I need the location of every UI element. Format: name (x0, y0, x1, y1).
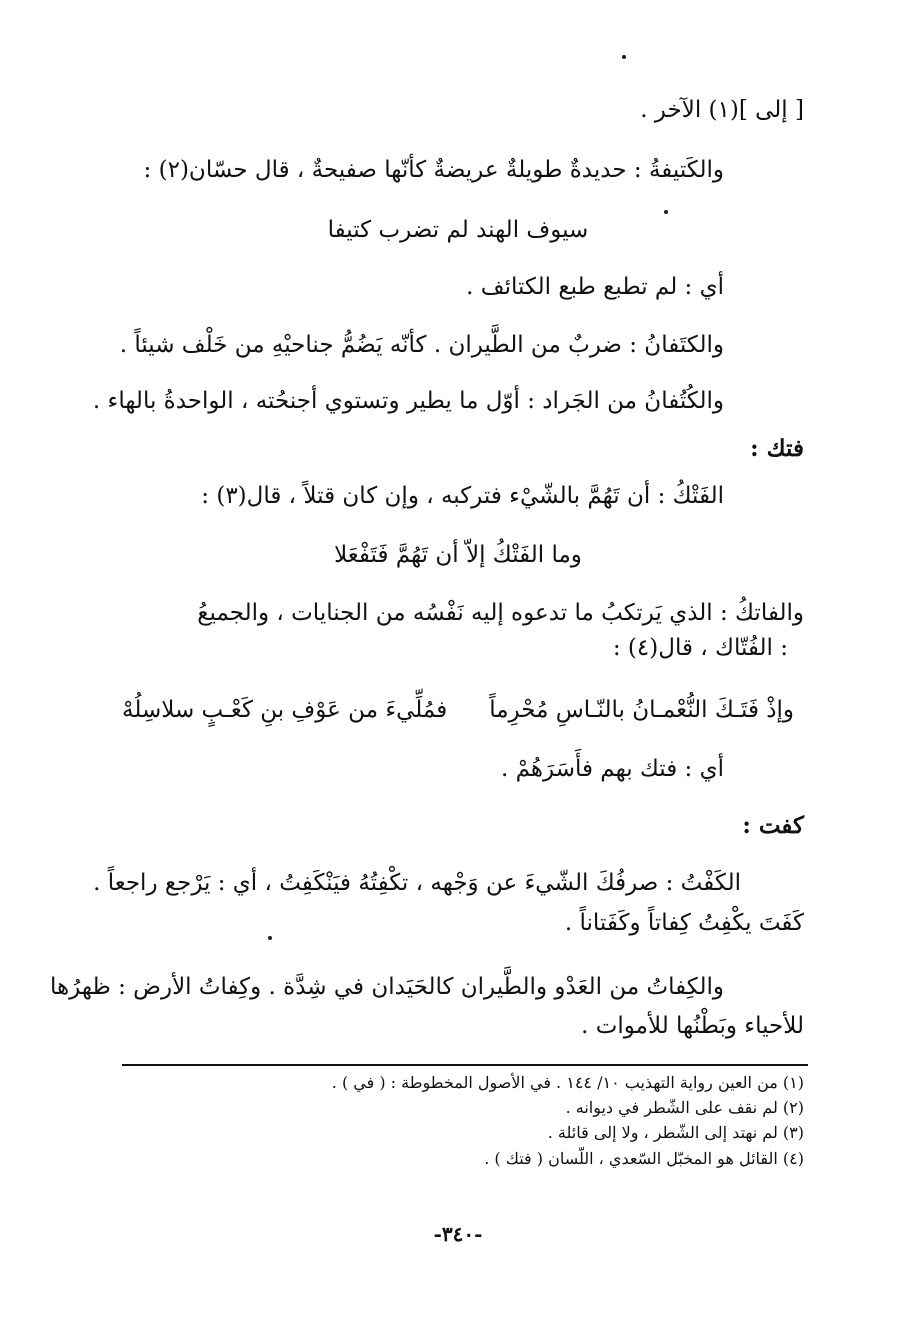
text-line: والفاتكُ : الذي يَرتكبُ ما تدعوه إليه نَفْسُه من الجنايات ، والجميعُ (197, 600, 804, 626)
text-line: للأحياء وبَطْنُها للأموات . (581, 1013, 804, 1039)
text-line: أي : فتك بهم فأَسَرَهُمْ . (500, 756, 724, 782)
verse-line: وما الفَتْكُ إلاّ أن تَهُمَّ فَتَفْعَلا (334, 542, 582, 568)
text-line: والكَتيفةُ : حديدةٌ طويلةٌ عريضةٌ كأنّها صفيحةٌ ، قال حسّان(٢) : (143, 157, 724, 183)
text-line: الفَتْكُ : أن تَهُمَّ بالشّيْء فتركبه ، وإن كان قتلاً ، قال(٣) : (201, 483, 724, 509)
footnote: (٣) لم نهتد إلى الشّطر ، ولا إلى قائلة . (547, 1123, 804, 1142)
verse-hemistich-right: وإذْ فَتَـكَ النُّعْمـانُ بالنّـاسِ مُحْرِماً (489, 697, 794, 723)
footnote: (١) من العين رواية التهذيب ١٠/ ١٤٤ . في الأصول المخطوطة : ( في ) . (331, 1073, 804, 1092)
text-line: والكُتُفانُ من الجَراد : أوّل ما يطير وتستوي أجنحُته ، الواحدةُ بالهاء . (92, 388, 724, 414)
text-line: كَفَتَ يكْفِتُ كِفاتاً وكَفَتاناً . (564, 910, 804, 936)
footnote: (٢) لم نقف على الشّطر في ديوانه . (565, 1098, 804, 1117)
text-line: الكَفْتُ : صرفُكَ الشّيءَ عن وَجْهه ، تكْفِتُهُ فيَنْكَفِتُ ، أي : يَرْجع راجعاً . (93, 870, 741, 896)
section-heading: كفت : (742, 812, 804, 839)
page-number: -٣٤٠- (433, 1222, 483, 1246)
footnote-separator (122, 1064, 808, 1066)
text-line: والكتَفانُ : ضربٌ من الطَّيران . كأنّه يَضُمُّ جناحيْهِ من خَلْف شيئاً . (119, 332, 724, 358)
text-line: : الفُتّاك ، قال(٤) : (612, 635, 788, 661)
text-line: أي : لم تطبع طبع الكتائف . (466, 274, 724, 300)
section-heading: فتك : (750, 435, 804, 462)
verse-hemistich-left: فمُلِّيءَ من عَوْفِ بنِ كَعْـبٍ سلاسِلُهْ (122, 697, 448, 723)
scan-speck (622, 55, 626, 59)
text-line: والكِفاتُ من العَدْو والطَّيران كالحَيَدان في شِدَّة . وكِفاتُ الأرض : ظهرُها (50, 974, 724, 1000)
footnote: (٤) القائل هو المخبّل السّعدي ، اللّسان ( فتك ) . (484, 1149, 804, 1168)
text-line: [ إلى ](١) الآخر . (640, 97, 804, 123)
verse-line: سيوف الهند لم تضرب كتيفا (327, 217, 589, 243)
scan-speck (664, 210, 668, 214)
scan-speck (268, 936, 272, 940)
